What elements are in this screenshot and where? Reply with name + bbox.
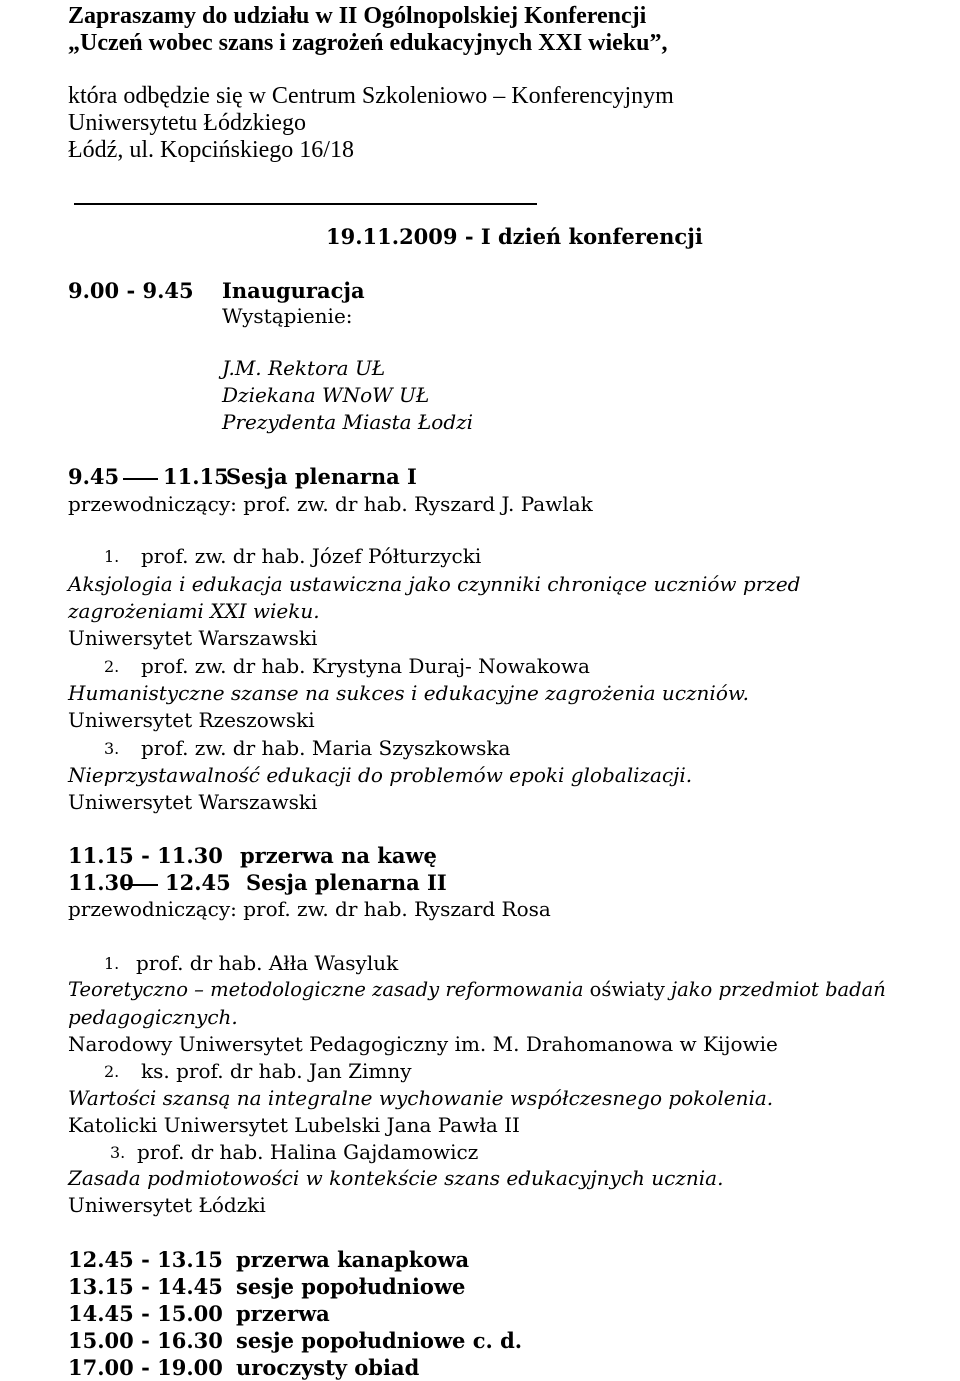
talk-title-continued: pedagogicznych. [68,1005,238,1029]
horizontal-divider [74,203,537,205]
talk-affiliation: Uniwersytet Warszawski [68,790,318,814]
talk-affiliation: Katolicki Uniwersytet Lubelski Jana Pawła II [68,1113,520,1137]
time-dash [123,884,158,886]
talk-title: Wartości szansą na integralne wychowanie współczesnego pokolenia. [68,1086,774,1110]
talk-title: Zasada podmiotowości w kontekście szans edukacyjnych ucznia. [68,1166,724,1190]
talk-speaker: prof. dr hab. Ałła Wasyluk [136,951,399,975]
talk-affiliation: Uniwersytet Rzeszowski [68,708,315,732]
talk-number: 3. [110,1143,126,1162]
speaker-dean: Dziekana WNoW UŁ [222,383,430,407]
talk-number: 1. [104,954,120,973]
session1-name: Sesja plenarna I [226,464,417,489]
session2-chair: przewodniczący: prof. zw. dr hab. Ryszard Rosa [68,897,551,921]
speaker-mayor: Prezydenta Miasta Łodzi [222,410,474,434]
coffee-break-time: 11.15 - 11.30 [68,843,223,868]
schedule-item: sesje popołudniowe [236,1274,466,1299]
schedule-time: 15.00 - 16.30 [68,1328,223,1353]
schedule-time: 13.15 - 14.45 [68,1274,223,1299]
coffee-break-label: przerwa na kawę [240,843,437,868]
talk-speaker: prof. zw. dr hab. Józef Półturzycki [141,544,482,568]
inauguration-time: 9.00 - 9.45 [68,278,194,303]
venue-line-2: Uniwersytetu Łódzkiego [68,110,306,136]
talk-title: Aksjologia i edukacja ustawiczna jako czynniki chroniące uczniów przed [68,572,801,596]
talk-speaker: prof. zw. dr hab. Maria Szyszkowska [141,736,511,760]
time-dash [123,478,158,480]
talk-affiliation: Uniwersytet Warszawski [68,626,318,650]
session1-time-start: 9.45 [68,464,120,489]
session2-name: Sesja plenarna II [246,870,447,895]
schedule-time: 14.45 - 15.00 [68,1301,223,1326]
schedule-item: uroczysty obiad [236,1355,420,1380]
talk-speaker: prof. zw. dr hab. Krystyna Duraj- Nowakowa [141,654,590,678]
talk-number: 2. [104,1062,120,1081]
day-title: 19.11.2009 - I dzień konferencji [326,224,703,249]
talk-number: 1. [104,547,120,566]
conference-title: „Uczeń wobec szans i zagrożeń edukacyjnych XXI wieku”, [68,30,668,56]
speeches-label: Wystąpienie: [222,304,353,328]
talk-affiliation: Uniwersytet Łódzki [68,1193,266,1217]
talk-affiliation: Narodowy Uniwersytet Pedagogiczny im. M. Drahomanowa w Kijowie [68,1032,778,1056]
talk-number: 3. [104,739,120,758]
schedule-item: sesje popołudniowe c. d. [236,1328,523,1353]
talk-title: Nieprzystawalność edukacji do problemów epoki globalizacji. [68,763,693,787]
schedule-item: przerwa [236,1301,330,1326]
schedule-time: 17.00 - 19.00 [68,1355,223,1380]
talk-title-continued: zagrożeniami XXI wieku. [68,599,320,623]
session1-time-end: 11.15 [163,464,229,489]
speaker-rector: J.M. Rektora UŁ [222,356,386,380]
session1-chair: przewodniczący: prof. zw. dr hab. Ryszard J. Pawlak [68,492,593,516]
session2-time-start: 11.30 [68,870,134,895]
venue-line-1: która odbędzie się w Centrum Szkoleniowo – Konferencyjnym [68,83,674,109]
invitation-heading: Zapraszamy do udziału w II Ogólnopolskiej Konferencji [68,3,647,29]
venue-address: Łódź, ul. Kopcińskiego 16/18 [68,137,354,163]
talk-number: 2. [104,657,120,676]
schedule-time: 12.45 - 13.15 [68,1247,223,1272]
inauguration-label: Inauguracja [222,278,365,303]
session2-time-end: 12.45 [165,870,231,895]
talk-speaker: ks. prof. dr hab. Jan Zimny [141,1059,412,1083]
talk-speaker: prof. dr hab. Halina Gajdamowicz [137,1140,479,1164]
talk-title: Humanistyczne szanse na sukces i edukacyjne zagrożenia uczniów. [68,681,749,705]
schedule-item: przerwa kanapkowa [236,1247,470,1272]
talk-title: Teoretyczno – metodologiczne zasady reformowania oświaty jako przedmiot badań [68,978,886,1001]
